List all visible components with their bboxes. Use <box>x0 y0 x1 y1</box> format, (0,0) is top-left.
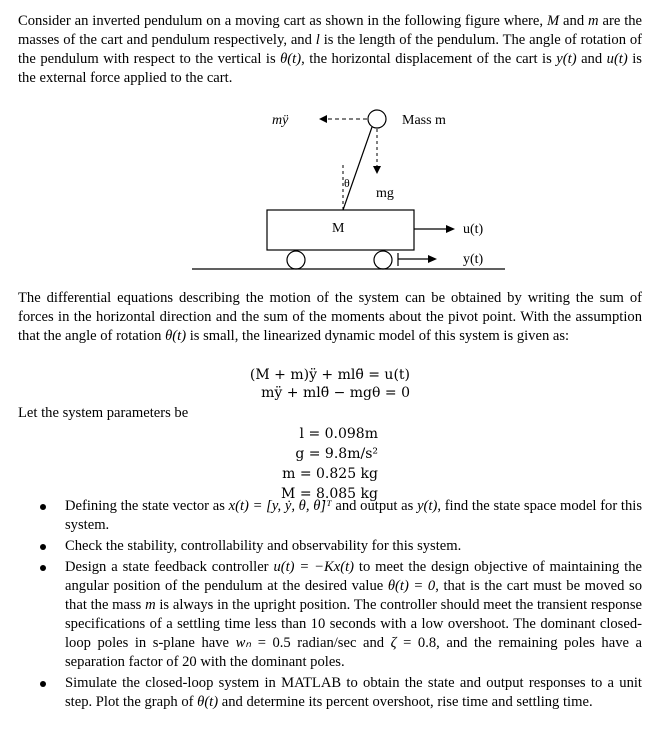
label-mg: mg <box>376 186 394 201</box>
label-y-t: y(t) <box>463 252 484 267</box>
cart-wheel-right <box>374 251 392 269</box>
label-theta: θ <box>344 176 350 190</box>
label-u-t: u(t) <box>463 222 484 237</box>
label-mass-m: Mass m <box>402 113 446 128</box>
param-M: M = 8.085 kg <box>281 486 378 502</box>
intro-paragraph: Consider an inverted pendulum on a moving cart as shown in the following figure where, M and m are the masses of the cart and pendulum respectively, and l is the length of the pendulum. The angle of rotation of the pendulum with respect to the vertical is θ(t), the horizontal displacement of the cart is y(t) and u(t) is the external force applied to the cart. <box>18 13 643 86</box>
task-item-state-space: Defining the state vector as x(t) = [y, ẏ, θ, θ̇]ᵀ and output as y(t), find the state space model for this system. <box>36 497 642 535</box>
task-item-simulation: Simulate the closed-loop system in MATLAB to obtain the state and output responses to a unit step. Plot the graph of θ(t) and determine its percent overshoot, rise time and settling time. <box>36 674 642 712</box>
label-my: mÿ <box>272 113 289 128</box>
pendulum-rod <box>343 127 372 210</box>
pendulum-mass <box>368 110 386 128</box>
pendulum-cart-diagram <box>0 0 672 290</box>
label-cart-M: M <box>332 221 345 236</box>
equation-1: (M + m)ÿ + mlθ̈ = u(t) <box>249 367 410 383</box>
task-item-stability: Check the stability, controllability and observability for this system. <box>36 537 642 556</box>
task-item-controller-design: Design a state feedback controller u(t) = −Kx(t) to meet the design objective of maintaining the angular position of the pendulum at the desired value θ(t) = 0, that is the cart must be moved so that the mass m is always in the upright position. The controller should meet the transient response specifications of a settling time less than 10 seconds with a low overshoot. The dominant closed-loop poles in s-plane have wₙ = 0.5 radian/sec and ζ = 0.8, and the remaining poles have a separation factor of 20 with the dominant poles. <box>36 558 642 672</box>
params-intro: Let the system parameters be <box>18 405 189 421</box>
task-list <box>36 497 642 714</box>
parameter-list <box>200 424 378 504</box>
param-g: g = 9.8m/s² <box>295 446 378 462</box>
param-l: l = 0.098m <box>299 426 378 442</box>
cart-wheel-left <box>287 251 305 269</box>
equation-2: mÿ + mlθ̈ − mgθ = 0 <box>261 385 410 401</box>
diffeq-paragraph: The differential equations describing the motion of the system can be obtained by writing the sum of forces in the horizontal direction and the sum of the moments about the pivot point. With the assumption that the angle of rotation θ(t) is small, the linearized dynamic model of this system is given as: <box>18 290 642 344</box>
param-m: m = 0.825 kg <box>282 466 378 482</box>
